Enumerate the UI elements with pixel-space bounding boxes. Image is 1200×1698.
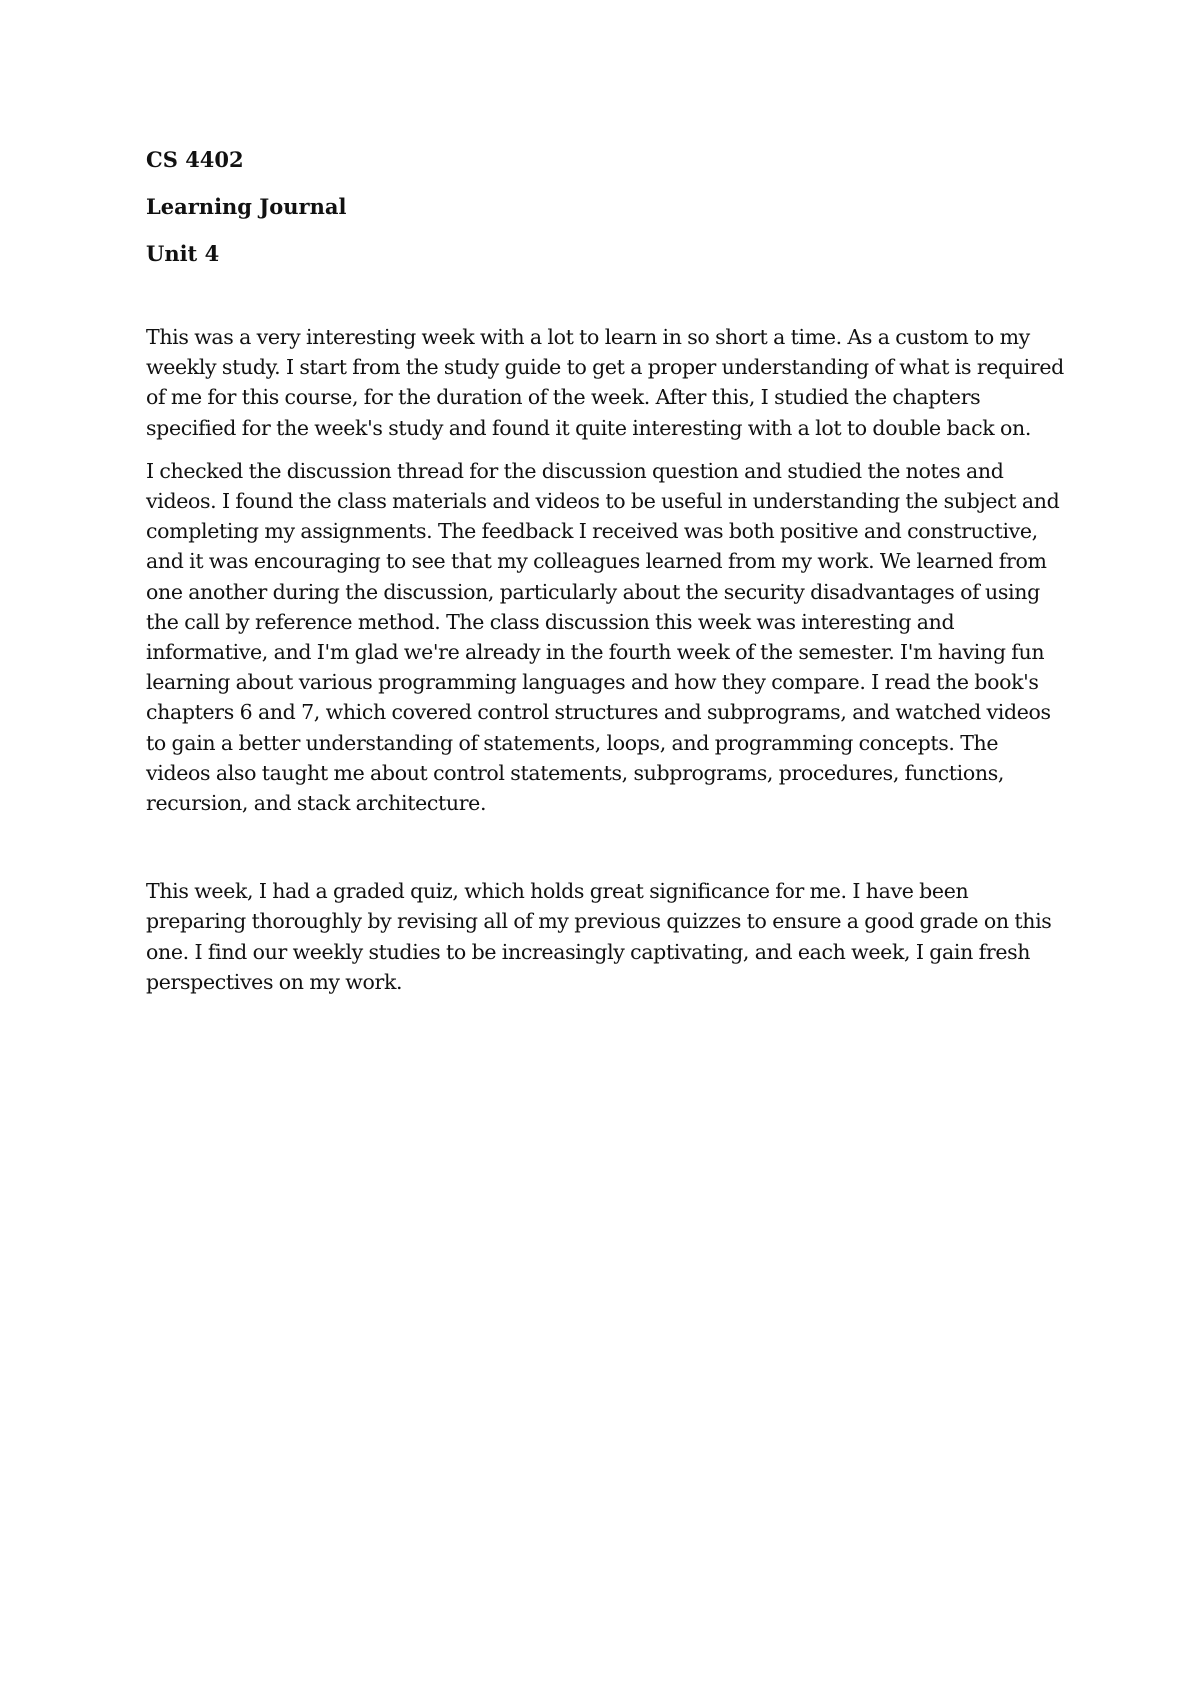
unit-label: Unit 4 xyxy=(146,241,220,266)
document-content xyxy=(146,146,1066,1010)
paragraph-discussion: I checked the discussion thread for the discussion question and studied the notes and videos. I found the class materials and videos to be useful in understanding the subject and completing my assignments. The feedback I received was both positive and constructive, and it was encouraging to see that my colleagues learned from my work. We learned from one another during the discussion, particularly about the security disadvantages of using the call by reference method. The class discussion this week was interesting and informative, and I'm glad we're already in the fourth week of the semester. I'm having fun learning about various programming languages and how they compare. I read the book's chapters 6 and 7, which covered control structures and subprograms, and watched videos to gain a better understanding of statements, loops, and programming concepts. The videos also taught me about control statements, subprograms, procedures, functions, recursion, and stack architecture. xyxy=(146,458,1060,816)
course-code: CS 4402 xyxy=(146,147,244,172)
paragraph-intro: This was a very interesting week with a lot to learn in so short a time. As a custom to my weekly study. I start from the study guide to get a proper understanding of what is required of me for this course, for the duration of the week. After this, I studied the chapters specified for the week's study and found it quite interesting with a lot to double back on. xyxy=(146,325,1064,440)
paragraph-quiz: This week, I had a graded quiz, which holds great significance for me. I have been preparing thoroughly by revising all of my previous quizzes to ensure a good grade on this one. I find our weekly studies to be increasingly captivating, and each week, I gain fresh perspectives on my work. xyxy=(146,879,1052,994)
document-title: Learning Journal xyxy=(146,194,347,219)
